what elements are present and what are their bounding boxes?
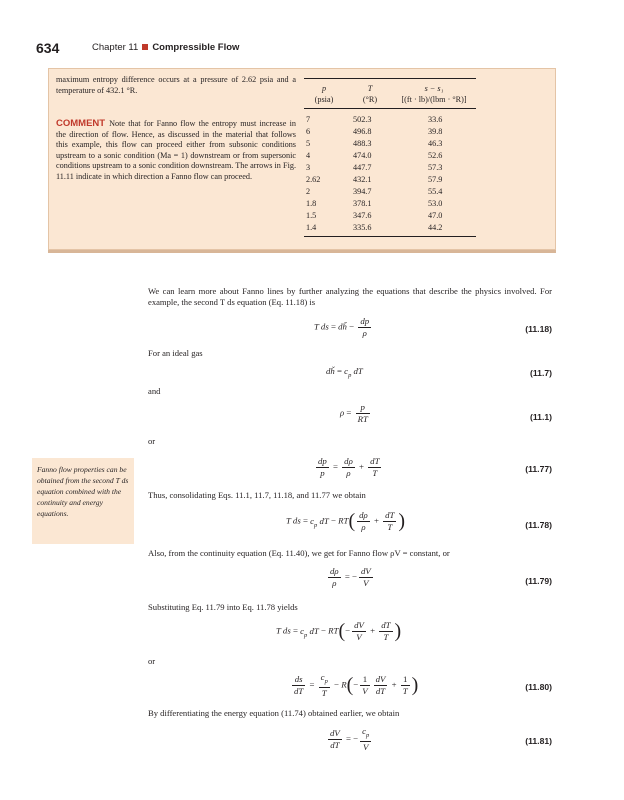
text-substituting: Substituting Eq. 11.79 into Eq. 11.78 yields (148, 602, 298, 612)
table-header-s: s − s₁ (424, 84, 444, 93)
equation-11-80: $\frac{ds}{dT}$ = $\frac{c_p}{T}$ − R(− $\frac{1}{V}$ $\frac{dV}{dT}$ + $\frac{1}{T}$ ) (294, 672, 419, 698)
table-cell: 53.0 (428, 199, 443, 208)
equation-number: (11.79) (525, 576, 552, 586)
table-cell: 432.1 (353, 175, 372, 184)
table-cell: 1.8 (306, 199, 317, 208)
equation-substituted: T ds = $c_p$ dT − RT(− $\frac{dV}{V}$ + $\frac{dT}{T}$ ) (276, 620, 402, 642)
table-cell: 502.3 (353, 115, 372, 124)
chapter-label: Chapter 11 (92, 42, 139, 53)
table-cell: 1.4 (306, 223, 317, 232)
page-number: 634 (36, 40, 60, 56)
equation-11-81: $\frac{dV}{dT}$ = − $\frac{c_p}{V}$ (330, 726, 370, 752)
comment-keyword: COMMENT (56, 118, 106, 129)
equation-number: (11.7) (530, 368, 552, 378)
equation-number: (11.80) (525, 682, 552, 692)
text-or-2: or (148, 656, 156, 666)
table-header-p: p (321, 84, 327, 93)
equation-number: (11.1) (530, 412, 552, 422)
equation-11-79: $\frac{d\rho}{\rho}$ = − $\frac{dV}{V}$ (330, 566, 371, 588)
table-cell: 39.8 (428, 127, 443, 136)
comment-text: Note that for Fanno flow the entropy must increase in the direction of flow. Hence, as discussed in the material that follows this example, this flow can proceed either from subsonic conditions upstream to a sonic condition (Ma = 1) downstream or from supersonic conditions upstream to a sonic condition downstream. The arrows in Fig. 11.11 indicate in which direction a Fanno flow can proceed. (56, 119, 296, 181)
table-cell: 46.3 (428, 139, 443, 148)
text-differentiating: By differentiating the energy equation (11.74) obtained earlier, we obtain (148, 708, 400, 718)
table-cell: 3 (306, 163, 311, 172)
equation-11-18: T ds = dȟ − $\frac{dp}{\rho}$ (314, 316, 370, 338)
table-cell: 335.6 (353, 223, 372, 232)
table-header-p-unit: (psia) (314, 95, 334, 104)
table-cell: 4 (306, 151, 311, 160)
text-or: or (148, 436, 156, 446)
table-cell: 1.5 (306, 211, 317, 220)
equation-11-78: T ds = $c_p$ dT − RT( $\frac{d\rho}{\rho}$ + $\frac{dT}{T}$ ) (286, 510, 406, 532)
table-cell: 33.6 (428, 115, 443, 124)
table-cell: 447.7 (353, 163, 372, 172)
table-cell: 394.7 (353, 187, 372, 196)
table-header-rule (304, 108, 476, 109)
table-cell: 7 (306, 115, 311, 124)
equation-11-77: $\frac{dp}{p}$ = $\frac{d\rho}{\rho}$ + $\frac{dT}{T}$ (318, 456, 380, 478)
example-continuation: maximum entropy difference occurs at a pressure of 2.62 psia and a temperature of 432.1 °R. (56, 75, 296, 95)
table-cell: 55.4 (428, 187, 443, 196)
equation-11-7: dȟ = $c_p$ dT (326, 366, 363, 379)
chapter-header (92, 42, 239, 53)
table-top-rule (304, 78, 476, 79)
table-cell: 474.0 (353, 151, 372, 160)
equation-11-1: ρ = $\frac{p}{RT}$ (340, 402, 368, 424)
chapter-title: Compressible Flow (152, 42, 240, 53)
table-cell: 57.3 (428, 163, 443, 172)
table-cell: 347.6 (353, 211, 372, 220)
table-header-s-unit: [(ft · lb)/(lbm · °R)] (401, 95, 467, 104)
table-cell: 5 (306, 139, 311, 148)
equation-number: (11.78) (525, 520, 552, 530)
table-cell: 2.62 (306, 175, 321, 184)
equation-number: (11.18) (525, 324, 552, 334)
square-bullet-icon (142, 44, 148, 50)
text-ideal-gas: For an ideal gas (148, 348, 203, 358)
table-cell: 488.3 (353, 139, 372, 148)
intro-paragraph: We can learn more about Fanno lines by further analyzing the equations that describe the physics involved. For example, the second T ds equation (Eq. 11.18) is (148, 286, 552, 307)
table-cell: 52.6 (428, 151, 443, 160)
text-consolidating: Thus, consolidating Eqs. 11.1, 11.7, 11.18, and 11.77 we obtain (148, 490, 366, 500)
table-cell: 47.0 (428, 211, 443, 220)
table-cell: 496.8 (353, 127, 372, 136)
table-header-T: T (367, 84, 373, 93)
text-continuity: Also, from the continuity equation (Eq. 11.40), we get for Fanno flow ρV = constant, or (148, 548, 450, 558)
equation-number: (11.81) (525, 736, 552, 746)
equation-number: (11.77) (525, 464, 552, 474)
table-cell: 44.2 (428, 223, 443, 232)
comment-paragraph (56, 119, 296, 183)
table-cell: 6 (306, 127, 311, 136)
margin-note: Fanno flow properties can be obtained from the second T ds equation combined with the continuity and energy equations. (32, 458, 134, 544)
table-cell: 2 (306, 187, 311, 196)
table-bottom-rule (304, 236, 476, 237)
table-cell: 57.9 (428, 175, 443, 184)
table-cell: 378.1 (353, 199, 372, 208)
text-and: and (148, 386, 161, 396)
table-header-T-unit: (°R) (362, 95, 378, 104)
